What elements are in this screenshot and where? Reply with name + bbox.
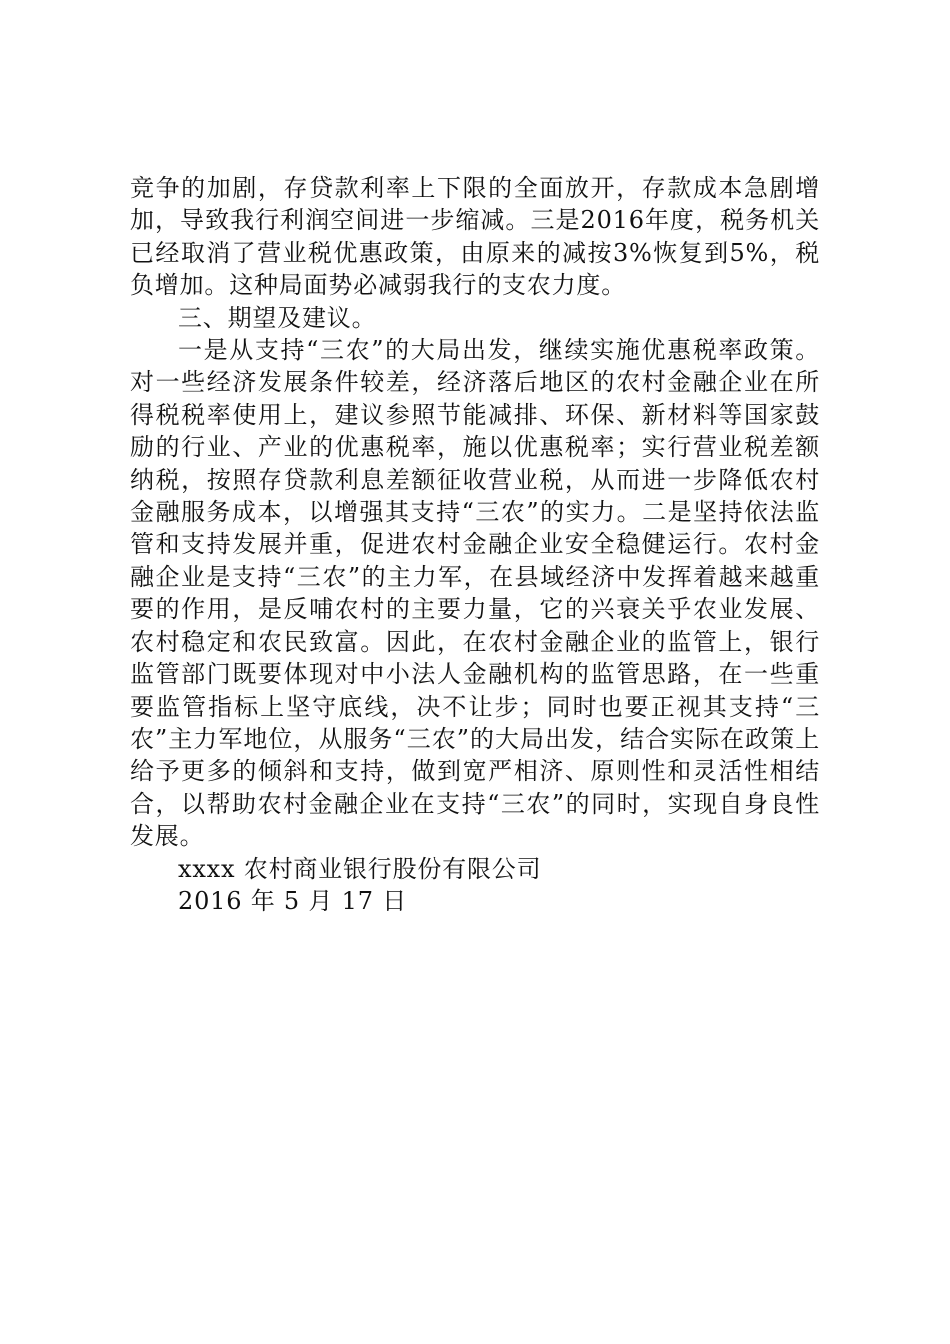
signature-date: 2016 年 5 月 17 日 <box>178 886 408 915</box>
paragraph-continuation: 竞争的加剧，存贷款利率上下限的全面放开，存款成本急剧增加，导致我行利润空间进一步缩减。三是2016年度，税务机关已经取消了营业税优惠政策，由原来的减按3%恢复到5%，税负增加。这种局面势必减弱我行的支农力度。 <box>130 174 820 300</box>
paragraph-suggestions: 一是从支持“三农”的大局出发，继续实施优惠税率政策。对一些经济发展条件较差，经济落后地区的农村金融企业在所得税税率使用上，建议参照节能减排、环保、新材料等国家鼓励的行业、产业的优惠税率，施以优惠税率；实行营业税差额纳税，按照存贷款利息差额征收营业税，从而进一步降低农村金融服务成本，以增强其支持“三农”的实力。二是坚持依法监管和支持发展并重，促进农村金融企业安全稳健运行。农村金融企业是支持“三农”的主力军，在县域经济中发挥着越来越重要的作用，是反哺农村的主要力量，它的兴衰关乎农业发展、农村稳定和农民致富。因此，在农村金融企业的监管上，银行监管部门既要体现对中小法人金融机构的监管思路，在一些重要监管指标上坚守底线，决不让步；同时也要正视其支持“三农”主力军地位，从服务“三农”的大局出发，结合实际在政策上给予更多的倾斜和支持，做到宽严相济、原则性和灵活性相结合，以帮助农村金融企业在支持“三农”的同时，实现自身良性发展。 <box>130 336 820 851</box>
section-heading-expectations: 三、期望及建议。 <box>178 303 377 332</box>
document-body <box>130 172 820 917</box>
signature-organization: xxxx 农村商业银行股份有限公司 <box>178 854 542 883</box>
